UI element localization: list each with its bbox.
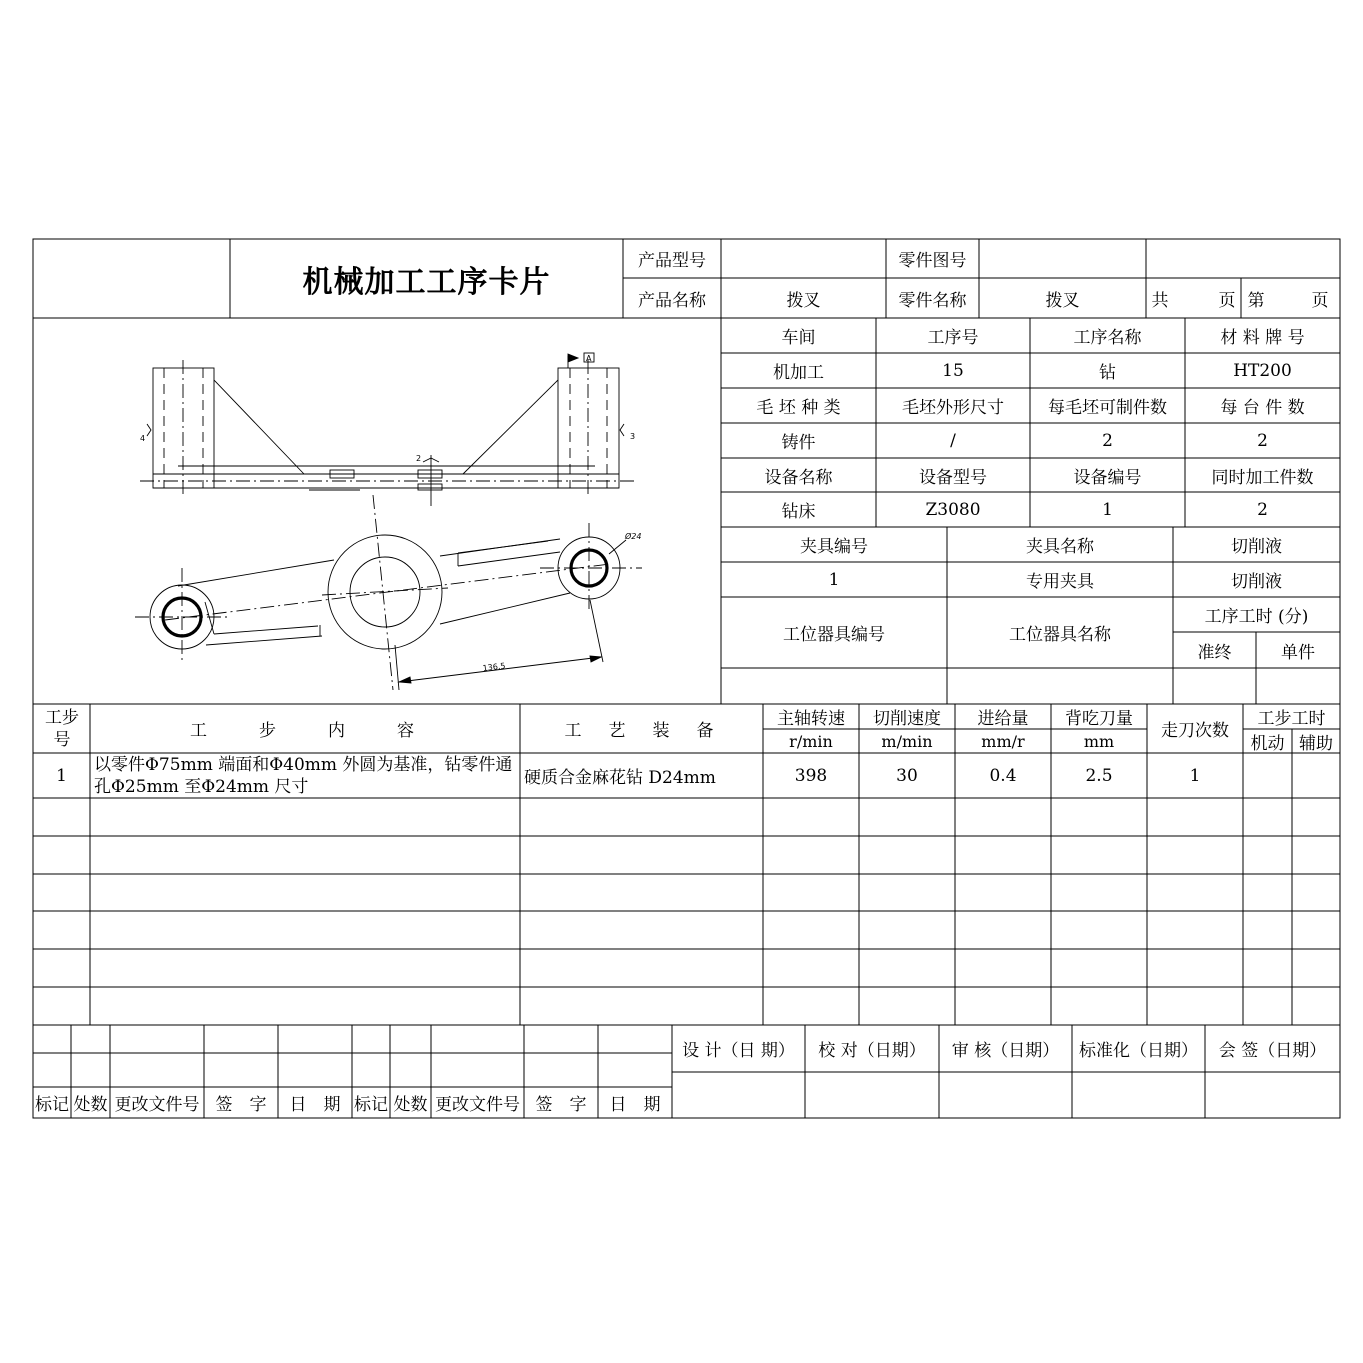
passes-header: 走刀次数: [1161, 721, 1229, 741]
material-grade-value: HT200: [1233, 360, 1292, 381]
blank-type-value: 铸件: [781, 433, 816, 453]
step-cutting-cell: 30: [896, 765, 918, 786]
sheet-no-label: 第: [1247, 290, 1265, 311]
step-passes-cell: 1: [1189, 765, 1201, 786]
step-machine-time-cell: [1243, 753, 1292, 798]
coolant-value: 切削液: [1231, 572, 1282, 592]
part-drawing-no-label: 零件图号: [898, 251, 967, 271]
operation-no-label: 工序号: [927, 328, 979, 348]
footer-mark-label: 标记: [35, 1095, 69, 1115]
workshop-label: 车间: [781, 328, 816, 348]
parts-per-machine-label: 每 台 件 数: [1220, 398, 1305, 418]
datum-4-label: 4: [140, 434, 146, 443]
blank-type-label: 毛 坯 种 类: [756, 398, 841, 418]
part-name-label: 零件名称: [898, 290, 967, 311]
step-time-header: 工步工时: [1257, 709, 1326, 729]
parts-per-blank-label: 每毛坯可制件数: [1048, 398, 1167, 418]
footer-count-label-2: 处数: [393, 1095, 428, 1115]
datum-a-label: A: [586, 354, 592, 363]
datum-3-label: 3: [630, 432, 636, 441]
prep-final-time-label: 准终: [1197, 642, 1232, 663]
part-drawing: [33, 318, 721, 704]
step-equipment-cell: 硬质合金麻花钻 D24mm: [524, 768, 716, 788]
equipment-header: 工 艺 装 备: [564, 721, 719, 741]
process-time-label: 工序工时 (分): [1204, 607, 1309, 627]
fixture-name-label: 夹具名称: [1026, 537, 1094, 557]
feed-unit: mm/r: [981, 731, 1025, 751]
card-title: 机械加工工序卡片: [302, 264, 551, 300]
spindle-speed-unit: r/min: [789, 731, 833, 751]
datum-2-label: 2: [416, 454, 422, 463]
dim-1365-label: 136.5: [482, 661, 506, 673]
fixture-name-value: 专用夹具: [1026, 572, 1094, 592]
signoff-standardization: 标准化（日期）: [1079, 1041, 1198, 1061]
fixture-no-label: 夹具编号: [800, 537, 868, 557]
footer-signature-label-2: 签 字: [535, 1095, 587, 1115]
cutting-speed-unit: m/min: [881, 731, 933, 751]
cutting-speed-header: 切削速度: [873, 709, 941, 729]
unit-time-label: 单件: [1281, 642, 1315, 663]
step-content-cell: 以零件Φ75mm 端面和Φ40mm 外圆为基准，钻零件通孔Φ25mm 至Φ24mm 尺寸: [94, 754, 513, 797]
step-no-cell: 1: [56, 765, 67, 786]
signoff-design: 设 计（日 期）: [682, 1041, 795, 1061]
footer-date-label: 日 期: [289, 1095, 341, 1115]
step-feed-cell: 0.4: [989, 765, 1017, 786]
material-grade-label: 材 料 牌 号: [1220, 328, 1305, 348]
signoff-proofread: 校 对（日期）: [818, 1041, 926, 1061]
blank-size-label: 毛坯外形尺寸: [902, 398, 1004, 418]
step-no-header: 工步号: [45, 707, 79, 750]
equipment-name-value: 钻床: [781, 502, 816, 522]
equipment-model-value: Z3080: [925, 499, 981, 520]
total-pages-unit: 页: [1218, 290, 1236, 311]
footer-change-doc-label-2: 更改文件号: [435, 1095, 520, 1115]
equipment-model-label: 设备型号: [919, 467, 987, 488]
depth-header: 背吃刀量: [1065, 709, 1133, 729]
step-depth-cell: 2.5: [1085, 765, 1113, 786]
step-spindle-cell: 398: [794, 765, 828, 786]
workshop-value: 机加工: [773, 363, 824, 383]
part-name-value: 拨叉: [1045, 290, 1080, 311]
parts-per-machine-value: 2: [1257, 430, 1268, 451]
signoff-countersign: 会 签（日期）: [1218, 1041, 1327, 1061]
product-model-label: 产品型号: [638, 251, 706, 271]
footer-change-doc-label: 更改文件号: [114, 1095, 200, 1115]
signoff-review: 审 核（日期）: [951, 1041, 1060, 1061]
machine-time-header: 机动: [1250, 733, 1285, 754]
equipment-name-label: 设备名称: [764, 467, 833, 488]
footer-count-label: 处数: [73, 1095, 108, 1115]
product-name-value: 拨叉: [786, 290, 821, 311]
product-name-label: 产品名称: [638, 290, 706, 311]
step-aux-time-cell: [1292, 753, 1340, 798]
equipment-no-value: 1: [1102, 499, 1113, 520]
simultaneous-parts-value: 2: [1257, 499, 1268, 520]
simultaneous-parts-label: 同时加工件数: [1211, 467, 1314, 488]
footer-signature-label: 签 字: [215, 1095, 267, 1115]
operation-name-label: 工序名称: [1073, 328, 1142, 348]
feed-header: 进给量: [977, 709, 1029, 729]
fixture-no-value: 1: [828, 569, 840, 590]
sheet-no-unit: 页: [1311, 290, 1329, 311]
part-drawing-no-value: [979, 239, 1146, 278]
dim-phi24-label: Ø24: [625, 532, 642, 541]
operation-name-value: 钻: [1099, 363, 1116, 383]
equipment-no-label: 设备编号: [1073, 467, 1142, 488]
footer-date-label-2: 日 期: [609, 1095, 661, 1115]
aux-time-header: 辅助: [1299, 733, 1333, 754]
depth-unit: mm: [1083, 731, 1115, 751]
step-content-header: 工 步 内 容: [190, 721, 420, 741]
footer-mark-label-2: 标记: [354, 1095, 388, 1115]
parts-per-blank-value: 2: [1102, 430, 1113, 451]
product-model-value: [721, 239, 886, 278]
total-pages-label: 共: [1151, 290, 1169, 311]
station-tool-name-label: 工位器具名称: [1009, 625, 1111, 645]
spindle-speed-header: 主轴转速: [777, 709, 845, 729]
blank-size-value: /: [950, 430, 956, 451]
operation-no-value: 15: [942, 360, 964, 381]
station-tool-no-label: 工位器具编号: [783, 625, 885, 645]
coolant-label: 切削液: [1231, 537, 1282, 557]
